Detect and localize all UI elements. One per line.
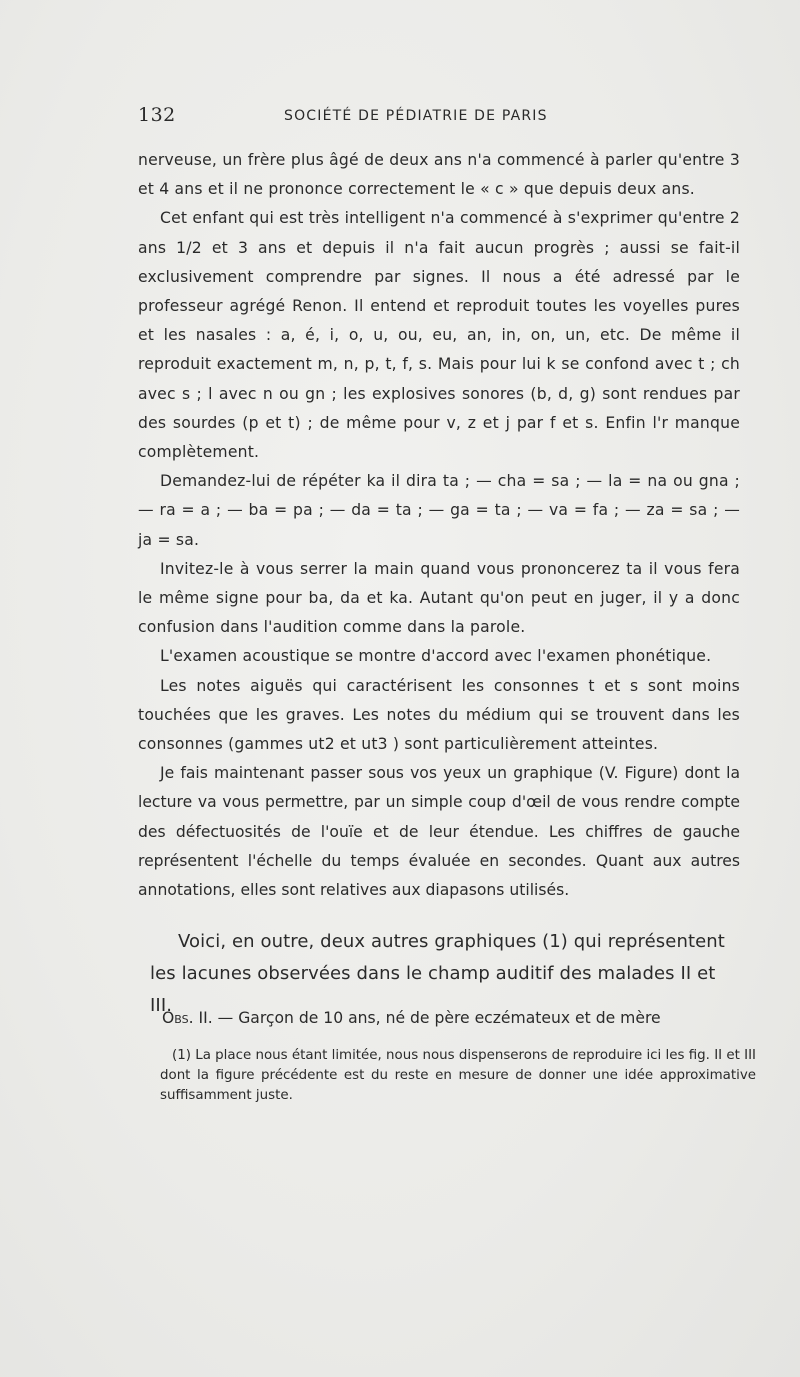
paragraph-3: Demandez-lui de répéter ka il dira ta ; — cha = sa ; — la = na ou gna ; — ra = a ; — ba = pa ; — da = ta ; — ga = ta ; — va = fa ; — za = sa ; — ja = sa. [138, 472, 740, 549]
paragraph-7: Je fais maintenant passer sous vos yeux un graphique (V. Figure) dont la lecture va vous permettre, par un simple coup d'œil de vous rendre compte des défectuosités de l'ouïe et de leur étendue. Les chiffres de gauche représentent l'échelle du temps évaluée en secondes. Quant aux autres annotations, elles sont relatives aux diapasons utilisés. [138, 764, 740, 900]
paragraph-1: nerveuse, un frère plus âgé de deux ans n'a commencé à parler qu'entre 3 et 4 ans et il ne prononce correctement le « c » que depuis deux ans. [138, 151, 740, 199]
added-note-line-2: les lacunes observées dans le champ auditif des malades II et III. [150, 963, 716, 1016]
paragraph-5: L'examen acoustique se montre d'accord avec l'examen phonétique. [160, 647, 712, 666]
page-header [138, 104, 738, 128]
paragraph-6: Les notes aiguës qui caractérisent les consonnes t et s sont moins touchées que les graves. Les notes du médium qui se trouvent dans les consonnes (gammes ut2 et ut3 ) sont particulièrement atteintes. [138, 676, 740, 754]
paragraph-4: Invitez-le à vous serrer la main quand vous prononcerez ta il vous fera le même signe pour ba, da et ka. Autant qu'on peut en juger, il y a donc confusion dans l'audition comme dans la parole. [138, 559, 740, 637]
footnote-text: (1) La place nous étant limitée, nous nous dispenserons de reproduire ici les fig. II et III dont la figure précédente est du reste en mesure de donner une idée approximative suffisamment juste. [160, 1048, 756, 1103]
observation-label: Obs. II. [162, 1009, 213, 1027]
added-note-line-1: Voici, en outre, deux autres graphiques (1) qui représentent [178, 931, 725, 952]
observation-text: — Garçon de 10 ans, né de père eczémateux et de mère [212, 1009, 661, 1027]
paragraph-2: Cet enfant qui est très intelligent n'a commencé à s'exprimer qu'entre 2 ans 1/2 et 3 ans et depuis il n'a fait aucun progrès ; aussi se fait-il exclusivement comprendre par signes. Il nous a été adressé par le professeur agrégé Renon. Il entend et reproduit toutes les voyelles pures et les nasales : a, é, i, o, u, ou, eu, an, in, on, un, etc. De même il reproduit exactement m, n, p, t, f, s. Mais pour lui k se confond avec t ; ch avec s ; l avec n ou gn ; les explosives sonores (b, d, g) sont rendues par des sourdes (p et t) ; de même pour v, z et j par f et s. Enfin l'r manque complètement. [138, 209, 740, 462]
observation-heading [138, 1004, 740, 1033]
page-number: 132 [138, 104, 176, 126]
body-text [138, 146, 740, 905]
running-head: SOCIÉTÉ DE PÉDIATRIE DE PARIS [284, 108, 548, 124]
footnote [160, 1046, 756, 1106]
